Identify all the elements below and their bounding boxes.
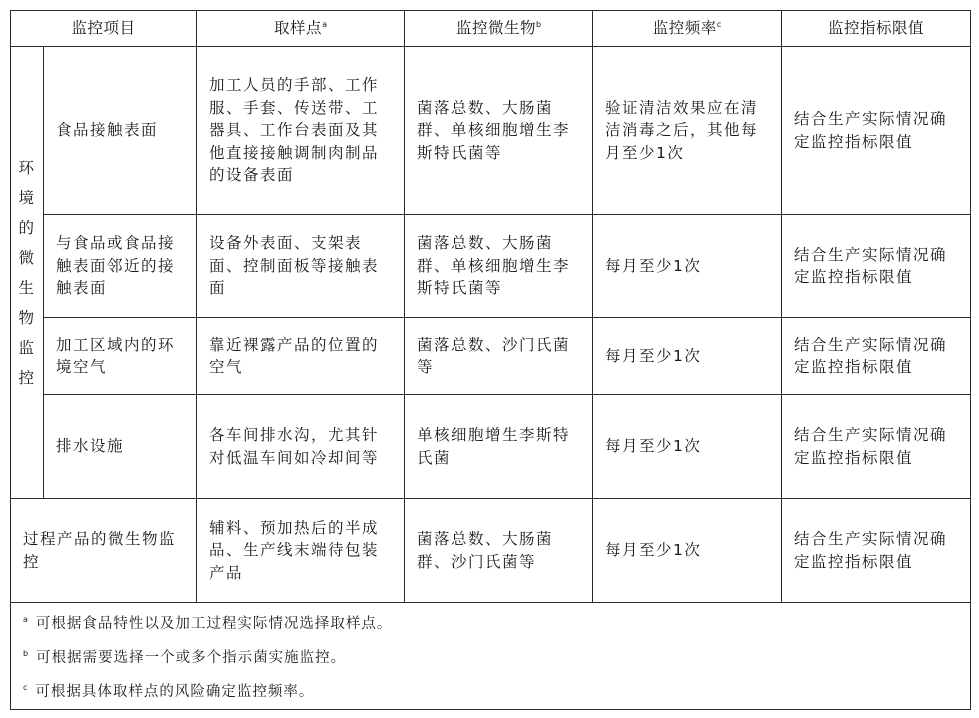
cell-limit: 结合生产实际情况确定监控指标限值 [782,47,971,215]
cell-item: 排水设施 [44,395,197,499]
cell-sampling-point: 加工人员的手部、工作服、手套、传送带、工器具、工作台表面及其他直接接触调制肉制品的设备表面 [197,47,405,215]
process-row [11,499,971,603]
cell-item: 加工区域内的环境空气 [44,318,197,395]
monitoring-table [10,10,971,710]
cell-sampling-point: 设备外表面、支架表面、控制面板等接触表面 [197,215,405,318]
cell-sampling-point: 辅料、预加热后的半成品、生产线末端待包装产品 [197,499,405,603]
cell-limit: 结合生产实际情况确定监控指标限值 [782,499,971,603]
footnote: $^a$ 可根据食品特性以及加工过程实际情况选择取样点。 [23,615,393,633]
cell-microbe: 菌落总数、沙门氏菌等 [405,318,593,395]
header-row [11,11,971,47]
footnote: $^c$ 可根据具体取样点的风险确定监控频率。 [23,682,315,700]
footnotes-row [11,603,971,710]
cell-item: 食品接触表面 [44,47,197,215]
cell-item: 与食品或食品接触表面邻近的接触表面 [44,215,197,318]
cell-limit: 结合生产实际情况确定监控指标限值 [782,215,971,318]
table-row [11,395,971,499]
header-sampling-point: 取样点$^a$ [197,11,405,47]
cell-microbe: 单核细胞增生李斯特氏菌 [405,395,593,499]
footnote: $^b$ 可根据需要选择一个或多个指示菌实施监控。 [23,649,347,666]
table-row [11,47,971,215]
cell-item: 过程产品的微生物监控 [11,499,197,603]
cell-limit: 结合生产实际情况确定监控指标限值 [782,318,971,395]
header-microbe: 监控微生物$^b$ [405,11,593,47]
cell-frequency: 每月至少1次 [593,395,782,499]
cell-sampling-point: 各车间排水沟，尤其针对低温车间如冷却间等 [197,395,405,499]
cell-microbe: 菌落总数、大肠菌群、单核细胞增生李斯特氏菌等 [405,47,593,215]
table-row [11,215,971,318]
header-frequency: 监控频率$^c$ [593,11,782,47]
footnotes-cell [11,603,971,710]
table-row [11,318,971,395]
cell-frequency: 验证清洁效果应在清洁消毒之后，其他每月至少1次 [593,47,782,215]
cell-frequency: 每月至少1次 [593,318,782,395]
env-group-label: 环 境 的 微 生 物 监 控 [11,47,44,499]
cell-microbe: 菌落总数、大肠菌群、单核细胞增生李斯特氏菌等 [405,215,593,318]
cell-frequency: 每月至少1次 [593,215,782,318]
cell-microbe: 菌落总数、大肠菌群、沙门氏菌等 [405,499,593,603]
cell-limit: 结合生产实际情况确定监控指标限值 [782,395,971,499]
cell-frequency: 每月至少1次 [593,499,782,603]
header-limit: 监控指标限值 [782,11,971,47]
cell-sampling-point: 靠近裸露产品的位置的空气 [197,318,405,395]
header-item: 监控项目 [11,11,197,47]
